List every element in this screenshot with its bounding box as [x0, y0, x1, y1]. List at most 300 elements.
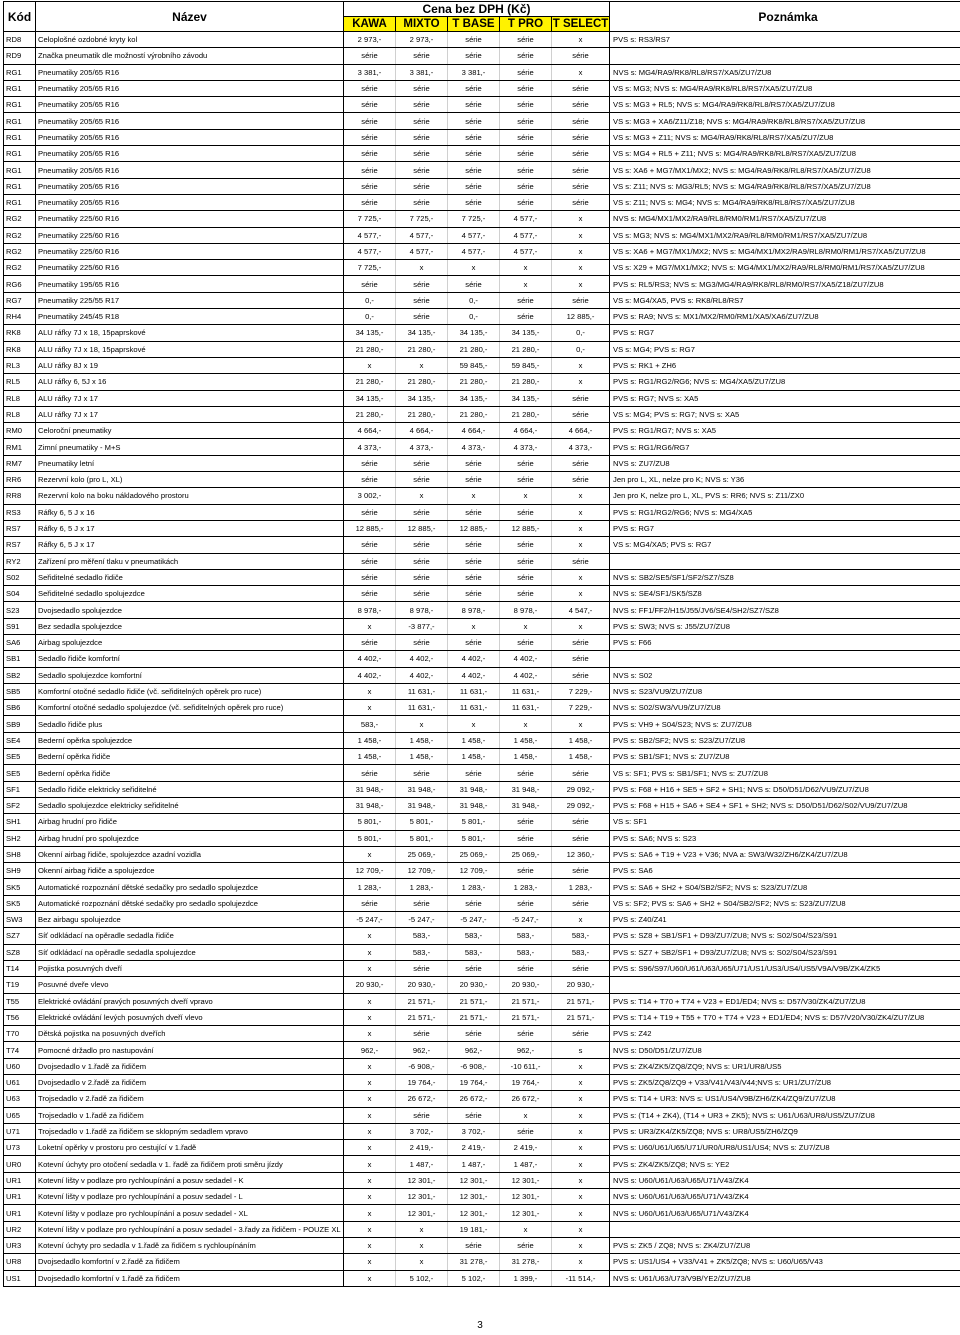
option-note: PVS s: T14 + T19 + T55 + T70 + T74 + V23 + ED1/ED4; NVS s: D57/V20/V30/ZK4/ZU7/ZU8 — [610, 1009, 960, 1025]
price-cell: série — [396, 455, 448, 471]
price-cell: série — [396, 960, 448, 976]
price-cell: 12 301,- — [396, 1205, 448, 1221]
price-cell: 1 458,- — [344, 732, 396, 748]
option-code: RG1 — [4, 113, 36, 129]
price-cell: x — [552, 569, 610, 585]
option-code: SB2 — [4, 667, 36, 683]
option-note: VS s: SF2; PVS s: SA6 + SH2 + S04/SB2/SF2; NVS s: S23/ZU7/ZU8 — [610, 895, 960, 911]
option-code: UR0 — [4, 1156, 36, 1172]
option-code: SF1 — [4, 781, 36, 797]
price-cell: série — [396, 292, 448, 308]
price-cell: 21 280,- — [344, 406, 396, 422]
option-note: PVS s: VH9 + S04/S23; NVS s: ZU7/ZU8 — [610, 716, 960, 732]
price-cell: x — [500, 1107, 552, 1123]
option-code: RG1 — [4, 129, 36, 145]
option-note: PVS s: ZK5 / ZQ8; NVS s: ZK4/ZU7/ZU8 — [610, 1237, 960, 1253]
price-cell: 583,- — [500, 944, 552, 960]
option-code: RM0 — [4, 423, 36, 439]
table-row — [4, 1042, 960, 1058]
header-variant-mixto: MIXTO — [396, 17, 448, 32]
table-row — [4, 553, 960, 569]
option-name: Kotevní úchyty pro otočení sedadla v 1. řadě za řidičem proti směru jízdy — [36, 1156, 344, 1172]
price-cell: série — [448, 634, 500, 650]
option-code: RL5 — [4, 374, 36, 390]
price-cell: x — [396, 1237, 448, 1253]
price-cell: série — [500, 146, 552, 162]
price-cell: 4 664,- — [344, 423, 396, 439]
option-note: PVS s: UR3/ZK4/ZK5/ZQ8; NVS s: UR8/US5/ZH6/ZQ9 — [610, 1123, 960, 1139]
option-code: RR8 — [4, 488, 36, 504]
price-cell: x — [552, 1205, 610, 1221]
option-code: RG1 — [4, 146, 36, 162]
price-cell: 34 135,- — [344, 325, 396, 341]
option-code: UR1 — [4, 1189, 36, 1205]
option-note: Jen pro L, XL, nelze pro K; NVS s: Y36 — [610, 472, 960, 488]
price-cell: série — [344, 113, 396, 129]
price-cell: série — [448, 553, 500, 569]
price-cell: x — [344, 700, 396, 716]
price-cell: x — [344, 1140, 396, 1156]
option-code: SK5 — [4, 895, 36, 911]
price-cell: série — [448, 80, 500, 96]
table-row — [4, 586, 960, 602]
price-cell: série — [552, 667, 610, 683]
option-name: ALU ráfky 7J x 17 — [36, 390, 344, 406]
option-note: PVS s: RG7 — [610, 325, 960, 341]
option-name: Kotevní lišty v podlaze pro rychloupínání a posuv sedadel - K — [36, 1172, 344, 1188]
table-row — [4, 1156, 960, 1172]
option-code: SA6 — [4, 634, 36, 650]
option-code: U61 — [4, 1075, 36, 1091]
price-cell: série — [552, 472, 610, 488]
price-cell: série — [448, 569, 500, 585]
price-cell: 3 381,- — [448, 64, 500, 80]
option-code: RG1 — [4, 80, 36, 96]
price-cell: série — [500, 472, 552, 488]
table-row — [4, 1107, 960, 1123]
option-note: PVS s: RL5/RS3; NVS s: MG3/MG4/RA9/RK8/RL8/RM0/RS7/XA5/Z18/ZU7/ZU8 — [610, 276, 960, 292]
option-note: PVS s: U60/U61/U65/U71/UR0/UR8/US1/US4; NVS s: ZU7/ZU8 — [610, 1140, 960, 1156]
table-row — [4, 651, 960, 667]
price-cell: 31 948,- — [448, 781, 500, 797]
header-variant-t-base: T BASE — [448, 17, 500, 32]
price-cell: x — [344, 1058, 396, 1074]
option-code: RK8 — [4, 325, 36, 341]
price-cell: 1 458,- — [552, 749, 610, 765]
option-note: PVS s: RG1/RG6/RG7 — [610, 439, 960, 455]
price-cell: x — [552, 1091, 610, 1107]
price-cell: série — [448, 895, 500, 911]
header-poznamka: Poznámka — [610, 2, 960, 32]
option-code: RG1 — [4, 194, 36, 210]
table-row — [4, 569, 960, 585]
option-name: Loketní opěrky v prostoru pro cestující v 1.řadě — [36, 1140, 344, 1156]
price-cell: x — [344, 1107, 396, 1123]
price-cell: 21 280,- — [396, 374, 448, 390]
price-cell: 4 402,- — [344, 667, 396, 683]
table-row — [4, 520, 960, 536]
price-cell: x — [552, 1172, 610, 1188]
price-cell: série — [500, 309, 552, 325]
price-cell: 1 283,- — [344, 879, 396, 895]
price-cell: série — [500, 194, 552, 210]
price-cell: x — [396, 260, 448, 276]
price-cell: série — [396, 1026, 448, 1042]
table-row — [4, 977, 960, 993]
option-note: PVS s: RG7 — [610, 520, 960, 536]
price-cell: série — [344, 553, 396, 569]
option-code: SE5 — [4, 749, 36, 765]
option-code: SB6 — [4, 700, 36, 716]
option-code: T74 — [4, 1042, 36, 1058]
price-cell: 19 764,- — [396, 1075, 448, 1091]
option-code: S04 — [4, 586, 36, 602]
option-note: PVS s: RK1 + ZH6 — [610, 357, 960, 373]
option-code: RL3 — [4, 357, 36, 373]
price-cell: x — [448, 260, 500, 276]
table-row — [4, 1058, 960, 1074]
price-cell: série — [396, 1107, 448, 1123]
price-cell: 5 801,- — [448, 814, 500, 830]
option-note: PVS s: F68 + H16 + SE5 + SF2 + SH1; NVS s: D50/D51/D62/VU9/ZU7/ZU8 — [610, 781, 960, 797]
price-cell: série — [500, 553, 552, 569]
price-cell: série — [344, 80, 396, 96]
option-name: Pneumatiky 205/65 R16 — [36, 162, 344, 178]
price-cell: série — [344, 504, 396, 520]
price-cell: série — [552, 292, 610, 308]
option-name: Bederní opěrka řidiče — [36, 749, 344, 765]
option-name: Elektrické ovládání levých posuvných dveří vlevo — [36, 1009, 344, 1025]
price-cell: série — [552, 178, 610, 194]
option-code: RG1 — [4, 97, 36, 113]
option-note: VS s: MG4/XA5; PVS s: RG7 — [610, 537, 960, 553]
table-row — [4, 211, 960, 227]
price-cell: 21 571,- — [396, 993, 448, 1009]
table-row — [4, 667, 960, 683]
price-cell: 12 709,- — [344, 863, 396, 879]
price-cell: 26 672,- — [500, 1091, 552, 1107]
option-code: SH1 — [4, 814, 36, 830]
price-cell: 59 845,- — [500, 357, 552, 373]
option-note: PVS s: ZK5/ZQ8/ZQ9 + V33/V41/V43/V44;NVS s: UR1/ZU7/ZU8 — [610, 1075, 960, 1091]
price-cell: 1 283,- — [552, 879, 610, 895]
price-cell: 1 458,- — [500, 732, 552, 748]
price-cell: série — [500, 292, 552, 308]
price-cell: 8 978,- — [396, 602, 448, 618]
price-cell: série — [344, 194, 396, 210]
price-cell: 3 381,- — [396, 64, 448, 80]
price-cell: série — [396, 97, 448, 113]
price-cell: 1 458,- — [396, 749, 448, 765]
price-cell: 583,- — [500, 928, 552, 944]
option-name: Zařízení pro měření tlaku v pneumatikách — [36, 553, 344, 569]
option-code: RG1 — [4, 162, 36, 178]
option-note: VS s: Z11; NVS s: MG3/RL5; NVS s: MG4/RA9/RK8/RL8/RS7/XA5/ZU7/ZU8 — [610, 178, 960, 194]
option-code: RS3 — [4, 504, 36, 520]
price-cell: x — [552, 243, 610, 259]
option-name: Trojsedadlo v 1.řadě za řidičem — [36, 1107, 344, 1123]
price-cell: série — [448, 455, 500, 471]
price-cell: 12 360,- — [552, 846, 610, 862]
option-name: Dvojsedadlo komfortní v 1.řadě za řidičem — [36, 1270, 344, 1286]
option-note: VS s: MG4 + RL5 + Z11; NVS s: MG4/RA9/RK8/RL8/RS7/XA5/ZU7/ZU8 — [610, 146, 960, 162]
price-cell: 21 280,- — [396, 341, 448, 357]
price-cell: 12 885,- — [396, 520, 448, 536]
table-row — [4, 1189, 960, 1205]
price-cell: 12 709,- — [448, 863, 500, 879]
price-cell: 11 631,- — [448, 700, 500, 716]
option-code: SH2 — [4, 830, 36, 846]
table-row — [4, 683, 960, 699]
price-cell: 29 092,- — [552, 797, 610, 813]
table-row — [4, 80, 960, 96]
option-name: Pneumatiky 205/65 R16 — [36, 97, 344, 113]
table-row — [4, 618, 960, 634]
price-cell: 3 381,- — [344, 64, 396, 80]
price-cell: 25 069,- — [448, 846, 500, 862]
option-name: Bez sedadla spolujezdce — [36, 618, 344, 634]
price-cell: 4 577,- — [396, 227, 448, 243]
price-cell: série — [552, 390, 610, 406]
price-cell: 34 135,- — [396, 390, 448, 406]
price-cell: série — [344, 765, 396, 781]
option-name: Komfortní otočné sedadlo spolujezdce (vč. seřiditelných opěrek pro ruce) — [36, 700, 344, 716]
table-row — [4, 1221, 960, 1237]
price-cell: x — [552, 520, 610, 536]
option-code: SH9 — [4, 863, 36, 879]
price-cell: 5 801,- — [396, 830, 448, 846]
price-cell: série — [448, 1026, 500, 1042]
price-cell: x — [344, 1254, 396, 1270]
price-cell: série — [552, 895, 610, 911]
price-cell: 19 764,- — [448, 1075, 500, 1091]
option-name: Sedadlo řidiče plus — [36, 716, 344, 732]
option-name: Bez airbagu spolujezdce — [36, 912, 344, 928]
price-cell: x — [552, 488, 610, 504]
price-cell: 5 102,- — [448, 1270, 500, 1286]
option-name: Automatické rozpoznání dětské sedačky pro sedadlo spolujezdce — [36, 895, 344, 911]
option-note: PVS s: SA6; NVS s: S23 — [610, 830, 960, 846]
option-note: Jen pro K, nelze pro L, XL, PVS s: RR6; NVS s: Z11/ZX0 — [610, 488, 960, 504]
option-note: NVS s: SB2/SE5/SF1/SF2/SZ7/SZ8 — [610, 569, 960, 585]
table-row — [4, 797, 960, 813]
price-cell: 12 885,- — [344, 520, 396, 536]
price-cell: 0,- — [552, 325, 610, 341]
table-row — [4, 243, 960, 259]
price-cell: 7 229,- — [552, 700, 610, 716]
price-cell: série — [344, 97, 396, 113]
price-cell: série — [500, 895, 552, 911]
price-cell: x — [552, 1075, 610, 1091]
price-cell: 583,- — [448, 928, 500, 944]
price-cell: série — [500, 113, 552, 129]
table-row — [4, 1172, 960, 1188]
option-name: Pneumatiky 205/65 R16 — [36, 80, 344, 96]
price-cell: série — [448, 1107, 500, 1123]
price-cell: série — [552, 553, 610, 569]
option-code: RG2 — [4, 211, 36, 227]
table-row — [4, 781, 960, 797]
option-name: Dvojsedadlo v 2.řadě za řidičem — [36, 1075, 344, 1091]
price-cell: -5 247,- — [448, 912, 500, 928]
option-note: VS s: MG3 + RL5; NVS s: MG4/RA9/RK8/RL8/RS7/XA5/ZU7/ZU8 — [610, 97, 960, 113]
price-cell: série — [448, 960, 500, 976]
table-row — [4, 993, 960, 1009]
option-code: SB5 — [4, 683, 36, 699]
table-row — [4, 716, 960, 732]
option-note: PVS s: S96/S97/U60/U61/U63/U65/U71/US1/US3/US4/US5/V9A/V9B/ZK4/ZK5 — [610, 960, 960, 976]
table-row — [4, 178, 960, 194]
price-cell: 21 280,- — [344, 374, 396, 390]
option-code: SZ7 — [4, 928, 36, 944]
option-name: Airbag hrudní pro řidiče — [36, 814, 344, 830]
option-note — [610, 651, 960, 667]
price-cell: série — [552, 830, 610, 846]
price-cell: 1 458,- — [448, 749, 500, 765]
price-cell: 31 278,- — [448, 1254, 500, 1270]
price-cell: série — [500, 765, 552, 781]
option-note: PVS s: F66 — [610, 634, 960, 650]
option-note: NVS s: MG4/MX1/MX2/RA9/RL8/RM0/RM1/RS7/XA5/ZU7/ZU8 — [610, 211, 960, 227]
option-code: RG2 — [4, 243, 36, 259]
option-name: Pneumatiky 205/65 R16 — [36, 113, 344, 129]
price-cell: série — [448, 194, 500, 210]
price-cell: 0,- — [552, 341, 610, 357]
table-row — [4, 194, 960, 210]
price-cell: série — [396, 162, 448, 178]
option-code: RS7 — [4, 520, 36, 536]
price-cell: série — [344, 455, 396, 471]
option-note: PVS s: SZ7 + SB2/SF1 + D93/ZU7/ZU8; NVS s: S02/S04/S23/S91 — [610, 944, 960, 960]
option-name: Pneumatiky 205/65 R16 — [36, 194, 344, 210]
table-row — [4, 162, 960, 178]
option-note: PVS s: US1/US4 + V33/V41 + ZK5/ZQ8; NVS s: U60/U65/V43 — [610, 1254, 960, 1270]
price-cell: série — [448, 97, 500, 113]
option-code: RR6 — [4, 472, 36, 488]
price-cell: x — [500, 716, 552, 732]
price-cell: x — [448, 488, 500, 504]
price-cell: série — [552, 48, 610, 64]
price-cell: 583,- — [344, 716, 396, 732]
price-cell: 21 280,- — [500, 374, 552, 390]
price-cell: 12 301,- — [500, 1205, 552, 1221]
option-note: VS s: MG3 + XA6/Z11/Z18; NVS s: MG4/RA9/RK8/RL8/RS7/XA5/ZU7/ZU8 — [610, 113, 960, 129]
option-code: RD9 — [4, 48, 36, 64]
price-cell: 4 373,- — [552, 439, 610, 455]
table-row — [4, 1140, 960, 1156]
price-cell: x — [552, 912, 610, 928]
price-cell: 962,- — [500, 1042, 552, 1058]
price-cell: 25 069,- — [396, 846, 448, 862]
price-cell: série — [344, 146, 396, 162]
option-note: VS s: MG3; NVS s: MG4/MX1/MX2/RA9/RL8/RM0/RM1/RS7/XA5/ZU7/ZU8 — [610, 227, 960, 243]
option-name: Pneumatiky 205/65 R16 — [36, 178, 344, 194]
price-cell: x — [344, 1221, 396, 1237]
price-cell: 34 135,- — [500, 325, 552, 341]
price-cell: série — [396, 634, 448, 650]
option-name: Kotevní lišty v podlaze pro rychloupínání a posuv sedadel - 3.řady za řidičem - POUZE XL — [36, 1221, 344, 1237]
price-cell: 962,- — [344, 1042, 396, 1058]
price-cell: 1 399,- — [500, 1270, 552, 1286]
price-cell: série — [500, 80, 552, 96]
table-row — [4, 325, 960, 341]
price-cell: 34 135,- — [396, 325, 448, 341]
price-cell: série — [500, 634, 552, 650]
price-cell: x — [552, 586, 610, 602]
price-cell: 12 885,- — [500, 520, 552, 536]
price-cell: 4 577,- — [344, 243, 396, 259]
price-cell: 11 631,- — [500, 683, 552, 699]
option-note: PVS s: Z40/Z41 — [610, 912, 960, 928]
price-cell: 7 725,- — [448, 211, 500, 227]
price-cell: 11 631,- — [448, 683, 500, 699]
price-cell: 3 702,- — [448, 1123, 500, 1139]
option-note: PVS s: RG1/RG2/RG6; NVS s: MG4/XA5 — [610, 504, 960, 520]
price-cell: série — [396, 146, 448, 162]
option-name: Okenní airbag řidiče a spolujezdce — [36, 863, 344, 879]
option-note: NVS s: U60/U61/U63/U65/U71/V43/ZK4 — [610, 1172, 960, 1188]
price-cell: 1 458,- — [552, 732, 610, 748]
price-cell: série — [500, 830, 552, 846]
option-note: NVS s: U60/U61/U63/U65/U71/V43/ZK4 — [610, 1205, 960, 1221]
option-note: PVS s: SB1/SF1; NVS s: ZU7/ZU8 — [610, 749, 960, 765]
table-row — [4, 700, 960, 716]
table-row — [4, 912, 960, 928]
option-name: Trojsedadlo v 1.řadě za řidičem se sklopným sedadlem vpravo — [36, 1123, 344, 1139]
option-note: NVS s: ZU7/ZU8 — [610, 455, 960, 471]
price-cell: série — [500, 455, 552, 471]
option-name: Ráfky 6, 5 J x 16 — [36, 504, 344, 520]
option-note: VS s: XA6 + MG7/MX1/MX2; NVS s: MG4/RA9/RK8/RL8/RS7/XA5/ZU7/ZU8 — [610, 162, 960, 178]
option-name: Airbag hrudní pro spolujezdce — [36, 830, 344, 846]
price-cell: x — [552, 716, 610, 732]
option-note — [610, 977, 960, 993]
price-cell: série — [396, 276, 448, 292]
price-cell: x — [552, 1189, 610, 1205]
price-cell: 21 280,- — [500, 341, 552, 357]
option-note — [610, 48, 960, 64]
option-code: S91 — [4, 618, 36, 634]
price-cell: série — [500, 129, 552, 145]
option-name: Ráfky 6, 5 J x 17 — [36, 537, 344, 553]
option-name: Pojistka posuvných dveří — [36, 960, 344, 976]
price-cell: 4 577,- — [500, 243, 552, 259]
price-cell: 3 702,- — [396, 1123, 448, 1139]
price-cell: série — [344, 178, 396, 194]
price-cell: 19 181,- — [448, 1221, 500, 1237]
table-row — [4, 113, 960, 129]
price-cell: 34 135,- — [448, 390, 500, 406]
price-cell: x — [344, 960, 396, 976]
price-cell: 20 930,- — [344, 977, 396, 993]
price-cell: 31 948,- — [500, 781, 552, 797]
price-cell: série — [500, 504, 552, 520]
price-cell: 25 069,- — [500, 846, 552, 862]
price-cell: x — [552, 227, 610, 243]
price-cell: série — [500, 1026, 552, 1042]
price-cell: 0,- — [344, 309, 396, 325]
price-cell: 31 948,- — [448, 797, 500, 813]
option-note: VS s: MG4; PVS s: RG7; NVS s: XA5 — [610, 406, 960, 422]
table-row — [4, 374, 960, 390]
price-cell: -5 247,- — [344, 912, 396, 928]
price-cell: série — [448, 178, 500, 194]
option-name: Pneumatiky 205/65 R16 — [36, 129, 344, 145]
price-cell: 31 948,- — [344, 797, 396, 813]
table-row — [4, 129, 960, 145]
option-code: US1 — [4, 1270, 36, 1286]
option-code: UR8 — [4, 1254, 36, 1270]
